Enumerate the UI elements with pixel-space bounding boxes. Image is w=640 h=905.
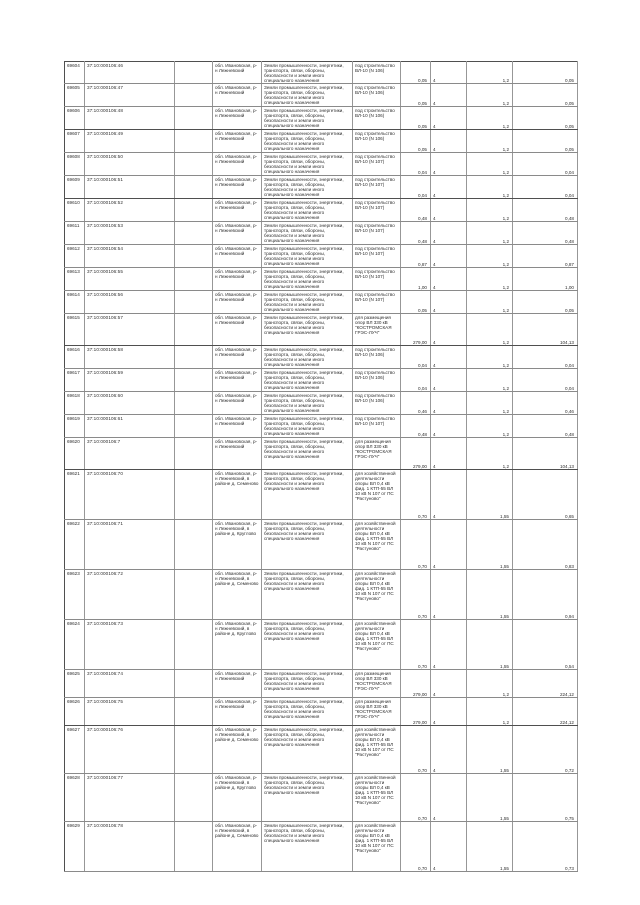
zone-code: 4 <box>431 369 467 392</box>
row-id: 69626 <box>65 698 85 726</box>
cost-value: 0,04 <box>513 346 578 369</box>
location: обл. Ивановская, р-н Лежневский <box>213 130 262 153</box>
row-id: 69610 <box>65 199 85 222</box>
cost-value: 0,04 <box>513 176 578 199</box>
zone-code: 4 <box>431 520 467 570</box>
zone-code: 4 <box>431 153 467 176</box>
land-category: Земли промышленности, энергетики, транспорта, связи, обороны, безопасности и земли иного специального назначения <box>262 314 353 346</box>
zone-code: 4 <box>431 670 467 698</box>
cadastral-number: 37:10:000106:72 <box>85 570 175 620</box>
rate-value: 1,2 <box>467 670 513 698</box>
rate-value: 1,2 <box>467 130 513 153</box>
table-row <box>65 620 578 670</box>
land-category: Земли промышленности, энергетики, транспорта, связи, обороны, безопасности и земли иного специального назначения <box>262 570 353 620</box>
rate-value: 1,55 <box>467 570 513 620</box>
zone-code: 4 <box>431 822 467 872</box>
location: обл. Ивановская, р-н Лежневский, в районе д. Семеново <box>213 470 262 520</box>
blank-cell <box>175 107 213 130</box>
blank-cell <box>175 415 213 438</box>
table-row <box>65 520 578 570</box>
cadastral-number: 37:10:000106:48 <box>85 107 175 130</box>
rate-value: 1,2 <box>467 369 513 392</box>
blank-cell <box>175 268 213 291</box>
cost-value: 1,00 <box>513 268 578 291</box>
cost-value: 0,83 <box>513 520 578 570</box>
row-id: 69629 <box>65 822 85 872</box>
rate-value: 1,2 <box>467 245 513 268</box>
location: обл. Ивановская, р-н Лежневский <box>213 369 262 392</box>
table-row <box>65 570 578 620</box>
row-id: 69618 <box>65 392 85 415</box>
zone-code: 4 <box>431 698 467 726</box>
blank-cell <box>175 222 213 245</box>
area-value: 0,05 <box>401 107 431 130</box>
permitted-use: под строительство ВЛ-10 (N 106) <box>353 346 401 369</box>
land-category: Земли промышленности, энергетики, транспорта, связи, обороны, безопасности и земли иного специального назначения <box>262 176 353 199</box>
area-value: 279,00 <box>401 670 431 698</box>
cost-value: 0,54 <box>513 620 578 670</box>
row-id: 69622 <box>65 520 85 570</box>
land-category: Земли промышленности, энергетики, транспорта, связи, обороны, безопасности и земли иного специального назначения <box>262 84 353 107</box>
zone-code: 4 <box>431 346 467 369</box>
zone-code: 4 <box>431 620 467 670</box>
zone-code: 4 <box>431 199 467 222</box>
blank-cell <box>175 438 213 470</box>
cost-value: 0,04 <box>513 153 578 176</box>
area-value: 279,00 <box>401 314 431 346</box>
table-row <box>65 314 578 346</box>
row-id: 69604 <box>65 62 85 84</box>
land-category: Земли промышленности, энергетики, транспорта, связи, обороны, безопасности и земли иного специального назначения <box>262 130 353 153</box>
rate-value: 1,2 <box>467 291 513 314</box>
cadastral-number: 37:10:000106:54 <box>85 245 175 268</box>
land-category: Земли промышленности, энергетики, транспорта, связи, обороны, безопасности и земли иного специального назначения <box>262 291 353 314</box>
permitted-use: под строительство ВЛ-10 (N 107) <box>353 199 401 222</box>
rate-value: 1,2 <box>467 199 513 222</box>
blank-cell <box>175 130 213 153</box>
rate-value: 1,55 <box>467 774 513 822</box>
land-category: Земли промышленности, энергетики, транспорта, связи, обороны, безопасности и земли иного специального назначения <box>262 62 353 84</box>
cadastral-number: 37:10:000106:71 <box>85 520 175 570</box>
rate-value: 1,2 <box>467 268 513 291</box>
blank-cell <box>175 153 213 176</box>
area-value: 0,04 <box>401 153 431 176</box>
rate-value: 1,55 <box>467 470 513 520</box>
cost-value: 0,05 <box>513 84 578 107</box>
zone-code: 4 <box>431 570 467 620</box>
table-row <box>65 698 578 726</box>
area-value: 0,70 <box>401 620 431 670</box>
permitted-use: под строительство ВЛ-10 (N 107) <box>353 176 401 199</box>
blank-cell <box>175 726 213 774</box>
blank-cell <box>175 245 213 268</box>
area-value: 0,70 <box>401 520 431 570</box>
area-value: 0,05 <box>401 84 431 107</box>
location: обл. Ивановская, р-н Лежневский <box>213 392 262 415</box>
table-row <box>65 438 578 470</box>
area-value: 0,70 <box>401 726 431 774</box>
location: обл. Ивановская, р-н Лежневский <box>213 245 262 268</box>
cadastral-number: 37:10:000106:57 <box>85 314 175 346</box>
blank-cell <box>175 291 213 314</box>
rate-value: 1,2 <box>467 698 513 726</box>
land-category: Земли промышленности, энергетики, транспорта, связи, обороны, безопасности и земли иного специального назначения <box>262 107 353 130</box>
row-id: 69624 <box>65 620 85 670</box>
rate-value: 1,2 <box>467 84 513 107</box>
permitted-use: под строительство ВЛ-10 (N 106) <box>353 62 401 84</box>
rate-value: 1,2 <box>467 415 513 438</box>
blank-cell <box>175 620 213 670</box>
location: обл. Ивановская, р-н Лежневский, в районе д. Круглово <box>213 620 262 670</box>
cost-value: 0,05 <box>513 107 578 130</box>
blank-cell <box>175 84 213 107</box>
table-row <box>65 415 578 438</box>
zone-code: 4 <box>431 470 467 520</box>
cost-value: 0,05 <box>513 291 578 314</box>
blank-cell <box>175 199 213 222</box>
location: обл. Ивановская, р-н Лежневский <box>213 314 262 346</box>
zone-code: 4 <box>431 130 467 153</box>
permitted-use: для хозяйственной деятельности опоры ВЛ 0,4 кВ фид. 1 КТП-55 ВЛ 10 кВ N 107 от ПС "Растуново" <box>353 470 401 520</box>
row-id: 69620 <box>65 438 85 470</box>
row-id: 69628 <box>65 774 85 822</box>
area-value: 0,04 <box>401 176 431 199</box>
table-row <box>65 153 578 176</box>
table-row <box>65 245 578 268</box>
cadastral-number: 37:10:000106:73 <box>85 620 175 670</box>
permitted-use: под строительство ВЛ-10 (N 106) <box>353 130 401 153</box>
location: обл. Ивановская, р-н Лежневский <box>213 107 262 130</box>
row-id: 69625 <box>65 670 85 698</box>
blank-cell <box>175 774 213 822</box>
zone-code: 4 <box>431 291 467 314</box>
row-id: 69621 <box>65 470 85 520</box>
cost-value: 0,48 <box>513 199 578 222</box>
rate-value: 1,55 <box>467 520 513 570</box>
cadastral-number: 37:10:000106:75 <box>85 698 175 726</box>
rate-value: 1,2 <box>467 153 513 176</box>
cost-value: 0,46 <box>513 392 578 415</box>
table-row <box>65 346 578 369</box>
blank-cell <box>175 346 213 369</box>
table-row <box>65 392 578 415</box>
rate-value: 1,55 <box>467 822 513 872</box>
table-row <box>65 268 578 291</box>
row-id: 69627 <box>65 726 85 774</box>
cadastral-number: 37:10:000106:50 <box>85 153 175 176</box>
land-category: Земли промышленности, энергетики, транспорта, связи, обороны, безопасности и земли иного специального назначения <box>262 153 353 176</box>
cadastral-number: 37:10:000106:56 <box>85 291 175 314</box>
zone-code: 4 <box>431 245 467 268</box>
row-id: 69611 <box>65 222 85 245</box>
cadastral-number: 37:10:000106:51 <box>85 176 175 199</box>
zone-code: 4 <box>431 314 467 346</box>
rate-value: 1,2 <box>467 176 513 199</box>
land-category: Земли промышленности, энергетики, транспорта, связи, обороны, безопасности и земли иного специального назначения <box>262 346 353 369</box>
rate-value: 1,55 <box>467 620 513 670</box>
table-row <box>65 107 578 130</box>
location: обл. Ивановская, р-н Лежневский <box>213 62 262 84</box>
blank-cell <box>175 670 213 698</box>
land-category: Земли промышленности, энергетики, транспорта, связи, обороны, безопасности и земли иного специального назначения <box>262 438 353 470</box>
permitted-use: под строительство ВЛ-10 (N 106) <box>353 369 401 392</box>
area-value: 0,87 <box>401 245 431 268</box>
row-id: 69605 <box>65 84 85 107</box>
land-category: Земли промышленности, энергетики, транспорта, связи, обороны, безопасности и земли иного специального назначения <box>262 822 353 872</box>
permitted-use: для хозяйственной деятельности опоры ВЛ 0,4 кВ фид. 1 КТП-55 ВЛ 10 кВ N 107 от ПС "Растуново" <box>353 774 401 822</box>
blank-cell <box>175 176 213 199</box>
zone-code: 4 <box>431 84 467 107</box>
table-row <box>65 670 578 698</box>
area-value: 0,46 <box>401 392 431 415</box>
permitted-use: для хозяйственной деятельности опоры ВЛ 0,4 кВ фид. 1 КТП-55 ВЛ 10 кВ N 107 от ПС "Растуново" <box>353 726 401 774</box>
area-value: 0,04 <box>401 346 431 369</box>
permitted-use: для размещения опор ВЛ 330 кВ "КОСТРОМСКАЯ ГРЭС-ЛУЧ" <box>353 698 401 726</box>
cadastral-number: 37:10:000106:59 <box>85 369 175 392</box>
cadastral-number: 37:10:000106:77 <box>85 774 175 822</box>
area-value: 279,00 <box>401 438 431 470</box>
rate-value: 1,55 <box>467 726 513 774</box>
location: обл. Ивановская, р-н Лежневский, в районе д. Круглово <box>213 520 262 570</box>
permitted-use: под строительство ВЛ-10 (N 107) <box>353 222 401 245</box>
location: обл. Ивановская, р-н Лежневский <box>213 222 262 245</box>
land-category: Земли промышленности, энергетики, транспорта, связи, обороны, безопасности и земли иного специального назначения <box>262 774 353 822</box>
table-row <box>65 369 578 392</box>
cost-value: 104,13 <box>513 314 578 346</box>
permitted-use: для хозяйственной деятельности опоры ВЛ 0,4 кВ фид. 1 КТП-55 ВЛ 10 кВ N 107 от ПС "Растуново" <box>353 520 401 570</box>
cost-value: 224,12 <box>513 698 578 726</box>
table-row <box>65 726 578 774</box>
table-row <box>65 176 578 199</box>
zone-code: 4 <box>431 62 467 84</box>
permitted-use: для хозяйственной деятельности опоры ВЛ 0,4 кВ фид. 1 КТП-55 ВЛ 10 кВ N 107 от ПС "Растуново" <box>353 570 401 620</box>
land-category: Земли промышленности, энергетики, транспорта, связи, обороны, безопасности и земли иного специального назначения <box>262 698 353 726</box>
cost-value: 0,48 <box>513 222 578 245</box>
land-category: Земли промышленности, энергетики, транспорта, связи, обороны, безопасности и земли иного специального назначения <box>262 392 353 415</box>
blank-cell <box>175 314 213 346</box>
permitted-use: для размещения опор ВЛ 330 кВ "КОСТРОМСКАЯ ГРЭС-ЛУЧ" <box>353 670 401 698</box>
cost-value: 0,65 <box>513 470 578 520</box>
zone-code: 4 <box>431 392 467 415</box>
cadastral-number: 37:10:000106:70 <box>85 470 175 520</box>
cost-value: 104,13 <box>513 438 578 470</box>
permitted-use: под строительство ВЛ-10 (N 107) <box>353 153 401 176</box>
location: обл. Ивановская, р-н Лежневский <box>213 84 262 107</box>
area-value: 0,70 <box>401 774 431 822</box>
zone-code: 4 <box>431 222 467 245</box>
land-category: Земли промышленности, энергетики, транспорта, связи, обороны, безопасности и земли иного специального назначения <box>262 415 353 438</box>
location: обл. Ивановская, р-н Лежневский, в районе д. Семеново <box>213 726 262 774</box>
area-value: 0,70 <box>401 470 431 520</box>
land-category: Земли промышленности, энергетики, транспорта, связи, обороны, безопасности и земли иного специального назначения <box>262 222 353 245</box>
cadastral-number: 37:10:000106:7 <box>85 438 175 470</box>
table-row <box>65 84 578 107</box>
land-category: Земли промышленности, энергетики, транспорта, связи, обороны, безопасности и земли иного специального назначения <box>262 268 353 291</box>
table-row <box>65 130 578 153</box>
permitted-use: для хозяйственной деятельности опоры ВЛ 0,4 кВ фид. 1 КТП-55 ВЛ 10 кВ N 107 от ПС "Растуново" <box>353 822 401 872</box>
table-row <box>65 222 578 245</box>
land-category: Земли промышленности, энергетики, транспорта, связи, обороны, безопасности и земли иного специального назначения <box>262 726 353 774</box>
location: обл. Ивановская, р-н Лежневский <box>213 415 262 438</box>
cadastral-number: 37:10:000106:60 <box>85 392 175 415</box>
permitted-use: под строительство ВЛ-10 (N 107) <box>353 415 401 438</box>
land-parcels-table-body <box>65 62 578 872</box>
location: обл. Ивановская, р-н Лежневский <box>213 438 262 470</box>
row-id: 69612 <box>65 245 85 268</box>
location: обл. Ивановская, р-н Лежневский <box>213 176 262 199</box>
area-value: 1,00 <box>401 268 431 291</box>
zone-code: 4 <box>431 268 467 291</box>
permitted-use: под строительство ВЛ-10 (N 107) <box>353 245 401 268</box>
blank-cell <box>175 822 213 872</box>
zone-code: 4 <box>431 415 467 438</box>
cost-value: 0,87 <box>513 245 578 268</box>
permitted-use: под строительство ВЛ-10 (N 106) <box>353 392 401 415</box>
area-value: 279,00 <box>401 698 431 726</box>
table-row <box>65 199 578 222</box>
blank-cell <box>175 392 213 415</box>
location: обл. Ивановская, р-н Лежневский <box>213 670 262 698</box>
area-value: 0,48 <box>401 415 431 438</box>
zone-code: 4 <box>431 176 467 199</box>
row-id: 69608 <box>65 153 85 176</box>
rate-value: 1,2 <box>467 346 513 369</box>
cost-value: 0,73 <box>513 822 578 872</box>
permitted-use: для размещения опор ВЛ 330 кВ "КОСТРОМСКАЯ ГРЭС-ЛУЧ" <box>353 438 401 470</box>
rate-value: 1,2 <box>467 314 513 346</box>
area-value: 0,48 <box>401 199 431 222</box>
blank-cell <box>175 698 213 726</box>
table-row <box>65 291 578 314</box>
area-value: 0,05 <box>401 130 431 153</box>
row-id: 69623 <box>65 570 85 620</box>
location: обл. Ивановская, р-н Лежневский <box>213 291 262 314</box>
blank-cell <box>175 62 213 84</box>
permitted-use: под строительство ВЛ-10 (N 106) <box>353 84 401 107</box>
cadastral-number: 37:10:000106:61 <box>85 415 175 438</box>
cadastral-number: 37:10:000106:46 <box>85 62 175 84</box>
rate-value: 1,2 <box>467 438 513 470</box>
cost-value: 0,75 <box>513 774 578 822</box>
cadastral-number: 37:10:000106:55 <box>85 268 175 291</box>
zone-code: 4 <box>431 438 467 470</box>
rate-value: 1,2 <box>467 107 513 130</box>
row-id: 69619 <box>65 415 85 438</box>
area-value: 0,70 <box>401 822 431 872</box>
row-id: 69606 <box>65 107 85 130</box>
table-row <box>65 774 578 822</box>
blank-cell <box>175 520 213 570</box>
cadastral-number: 37:10:000106:78 <box>85 822 175 872</box>
zone-code: 4 <box>431 107 467 130</box>
rate-value: 1,2 <box>467 222 513 245</box>
table-row <box>65 470 578 520</box>
cadastral-number: 37:10:000106:76 <box>85 726 175 774</box>
cost-value: 0,94 <box>513 570 578 620</box>
cost-value: 0,05 <box>513 130 578 153</box>
row-id: 69615 <box>65 314 85 346</box>
permitted-use: для хозяйственной деятельности опоры ВЛ 0,4 кВ фид. 1 КТП-55 ВЛ 10 кВ N 107 от ПС "Растуново" <box>353 620 401 670</box>
cadastral-number: 37:10:000106:58 <box>85 346 175 369</box>
cadastral-number: 37:10:000106:53 <box>85 222 175 245</box>
land-category: Земли промышленности, энергетики, транспорта, связи, обороны, безопасности и земли иного специального назначения <box>262 245 353 268</box>
row-id: 69616 <box>65 346 85 369</box>
land-category: Земли промышленности, энергетики, транспорта, связи, обороны, безопасности и земли иного специального назначения <box>262 199 353 222</box>
area-value: 0,70 <box>401 570 431 620</box>
table-row <box>65 62 578 84</box>
location: обл. Ивановская, р-н Лежневский, в районе д. Семеново <box>213 822 262 872</box>
location: обл. Ивановская, р-н Лежневский <box>213 153 262 176</box>
row-id: 69613 <box>65 268 85 291</box>
cost-value: 0,48 <box>513 415 578 438</box>
location: обл. Ивановская, р-н Лежневский, в районе д. Круглово <box>213 774 262 822</box>
location: обл. Ивановская, р-н Лежневский, в районе д. Семеново <box>213 570 262 620</box>
land-parcels-table <box>64 61 578 872</box>
location: обл. Ивановская, р-н Лежневский <box>213 199 262 222</box>
land-category: Земли промышленности, энергетики, транспорта, связи, обороны, безопасности и земли иного специального назначения <box>262 670 353 698</box>
row-id: 69617 <box>65 369 85 392</box>
zone-code: 4 <box>431 726 467 774</box>
area-value: 0,48 <box>401 222 431 245</box>
location: обл. Ивановская, р-н Лежневский <box>213 268 262 291</box>
location: обл. Ивановская, р-н Лежневский <box>213 698 262 726</box>
area-value: 0,05 <box>401 291 431 314</box>
blank-cell <box>175 369 213 392</box>
cost-value: 0,72 <box>513 726 578 774</box>
permitted-use: под строительство ВЛ-10 (N 106) <box>353 107 401 130</box>
row-id: 69609 <box>65 176 85 199</box>
cost-value: 224,12 <box>513 670 578 698</box>
cadastral-number: 37:10:000106:47 <box>85 84 175 107</box>
permitted-use: под строительство ВЛ-10 (N 107) <box>353 291 401 314</box>
row-id: 69607 <box>65 130 85 153</box>
blank-cell <box>175 470 213 520</box>
table-row <box>65 822 578 872</box>
zone-code: 4 <box>431 774 467 822</box>
area-value: 0,04 <box>401 369 431 392</box>
area-value: 0,05 <box>401 62 431 84</box>
land-category: Земли промышленности, энергетики, транспорта, связи, обороны, безопасности и земли иного специального назначения <box>262 520 353 570</box>
row-id: 69614 <box>65 291 85 314</box>
permitted-use: под строительство ВЛ-10 (N 107) <box>353 268 401 291</box>
cost-value: 0,05 <box>513 62 578 84</box>
cadastral-number: 37:10:000106:49 <box>85 130 175 153</box>
land-category: Земли промышленности, энергетики, транспорта, связи, обороны, безопасности и земли иного специального назначения <box>262 620 353 670</box>
rate-value: 1,2 <box>467 392 513 415</box>
rate-value: 1,2 <box>467 62 513 84</box>
location: обл. Ивановская, р-н Лежневский <box>213 346 262 369</box>
blank-cell <box>175 570 213 620</box>
cadastral-number: 37:10:000106:52 <box>85 199 175 222</box>
land-category: Земли промышленности, энергетики, транспорта, связи, обороны, безопасности и земли иного специального назначения <box>262 369 353 392</box>
permitted-use: для размещения опор ВЛ 330 кВ "КОСТРОМСКАЯ ГРЭС-ЛУЧ" <box>353 314 401 346</box>
cost-value: 0,04 <box>513 369 578 392</box>
land-category: Земли промышленности, энергетики, транспорта, связи, обороны, безопасности и земли иного специального назначения <box>262 470 353 520</box>
cadastral-number: 37:10:000106:74 <box>85 670 175 698</box>
